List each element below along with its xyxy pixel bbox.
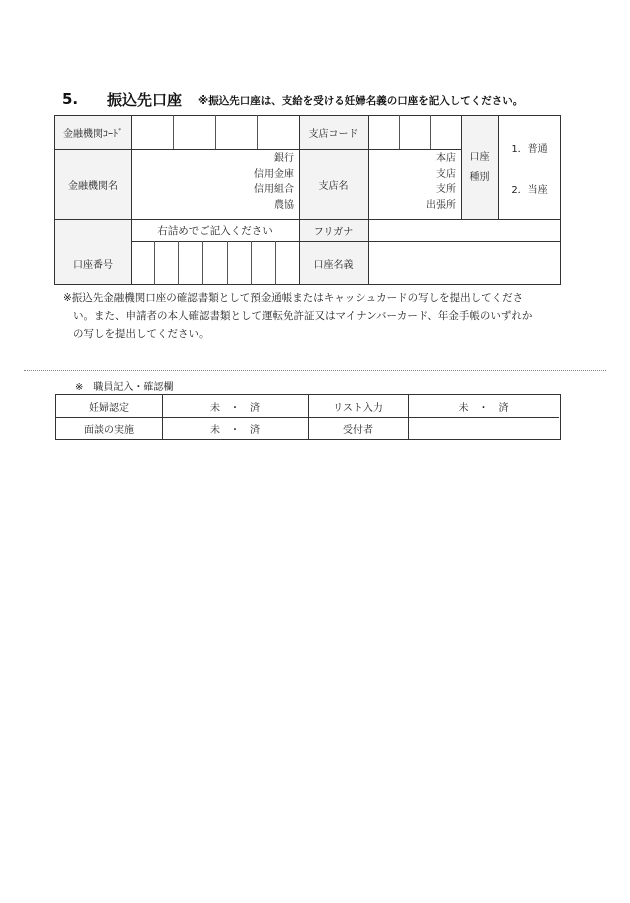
divider	[54, 149, 461, 150]
section-instruction: ※振込先口座は、支給を受ける妊婦名義の口座を記入してください。	[198, 95, 524, 107]
divider	[461, 115, 462, 219]
bank-type-shinkin: 信用金庫	[254, 168, 294, 180]
bank-type-bank: 銀行	[274, 153, 294, 164]
staff-value-interview[interactable]: 未 ・ 済	[210, 425, 260, 436]
branch-name-label: 支店名	[299, 149, 368, 219]
account-type-label-line1: 口座	[469, 151, 490, 163]
note-line-1: ※振込先金融機関口座の確認書類として預金通帳またはキャッシュカードの写しを提出してくださ	[63, 292, 524, 304]
divider	[498, 115, 499, 219]
section-title: 振込先口座	[107, 91, 183, 109]
divider	[215, 115, 216, 149]
divider	[399, 115, 400, 149]
bank-code-label: 金融機関ｺｰﾄﾞ	[55, 116, 131, 149]
staff-label-list-entry: リスト入力	[333, 403, 383, 414]
divider	[154, 241, 155, 285]
staff-label-pregnancy-cert: 妊婦認定	[89, 403, 129, 414]
account-holder-label: 口座名義	[299, 241, 368, 285]
divider	[131, 241, 299, 242]
staff-section-title: ※ 職員記入・確認欄	[75, 382, 174, 393]
divider	[178, 241, 179, 285]
divider	[251, 241, 252, 285]
account-type-option-checking[interactable]: 2．当座	[511, 184, 548, 196]
staff-label-receiver: 受付者	[343, 425, 373, 436]
staff-value-receiver[interactable]	[408, 418, 559, 439]
divider	[308, 395, 309, 439]
section-number: 5.	[62, 90, 79, 108]
branch-type-branch: 支店	[436, 168, 456, 180]
furigana-label: フリガナ	[299, 219, 368, 241]
account-number-label: 口座番号	[55, 219, 131, 285]
staff-label-interview: 面談の実施	[84, 425, 134, 436]
staff-table	[55, 394, 561, 440]
account-number-hint: 右詰めでご記入ください	[157, 224, 273, 237]
note-line-3: の写しを提出してください。	[73, 328, 210, 340]
bank-type-shinkumi: 信用組合	[254, 184, 294, 195]
divider	[275, 241, 276, 285]
branch-code-label: 支店コード	[299, 116, 368, 149]
bank-name-label: 金融機関名	[55, 149, 131, 219]
divider	[368, 115, 369, 285]
divider	[131, 115, 132, 285]
divider	[202, 241, 203, 285]
divider	[408, 395, 409, 439]
divider	[227, 241, 228, 285]
submission-note	[63, 289, 573, 343]
branch-type-sub: 支所	[436, 184, 456, 195]
divider	[299, 115, 300, 285]
cut-line	[24, 370, 606, 371]
account-type-option-savings[interactable]: 1．普通	[511, 143, 548, 155]
divider	[162, 395, 163, 439]
divider	[430, 115, 431, 149]
note-line-2: い。また、申請者の本人確認書類として運転免許証又はマイナンバーカード、年金手帳のいずれか	[73, 310, 533, 322]
account-type-label-line2: 種別	[469, 171, 490, 183]
divider	[299, 241, 561, 242]
divider	[257, 115, 258, 149]
branch-type-main: 本店	[436, 153, 456, 164]
staff-value-list-entry[interactable]: 未 ・ 済	[458, 403, 509, 414]
divider	[173, 115, 174, 149]
bank-type-nokyo: 農協	[274, 199, 294, 211]
branch-type-office: 出張所	[426, 199, 456, 211]
staff-value-pregnancy-cert[interactable]: 未 ・ 済	[210, 403, 260, 414]
